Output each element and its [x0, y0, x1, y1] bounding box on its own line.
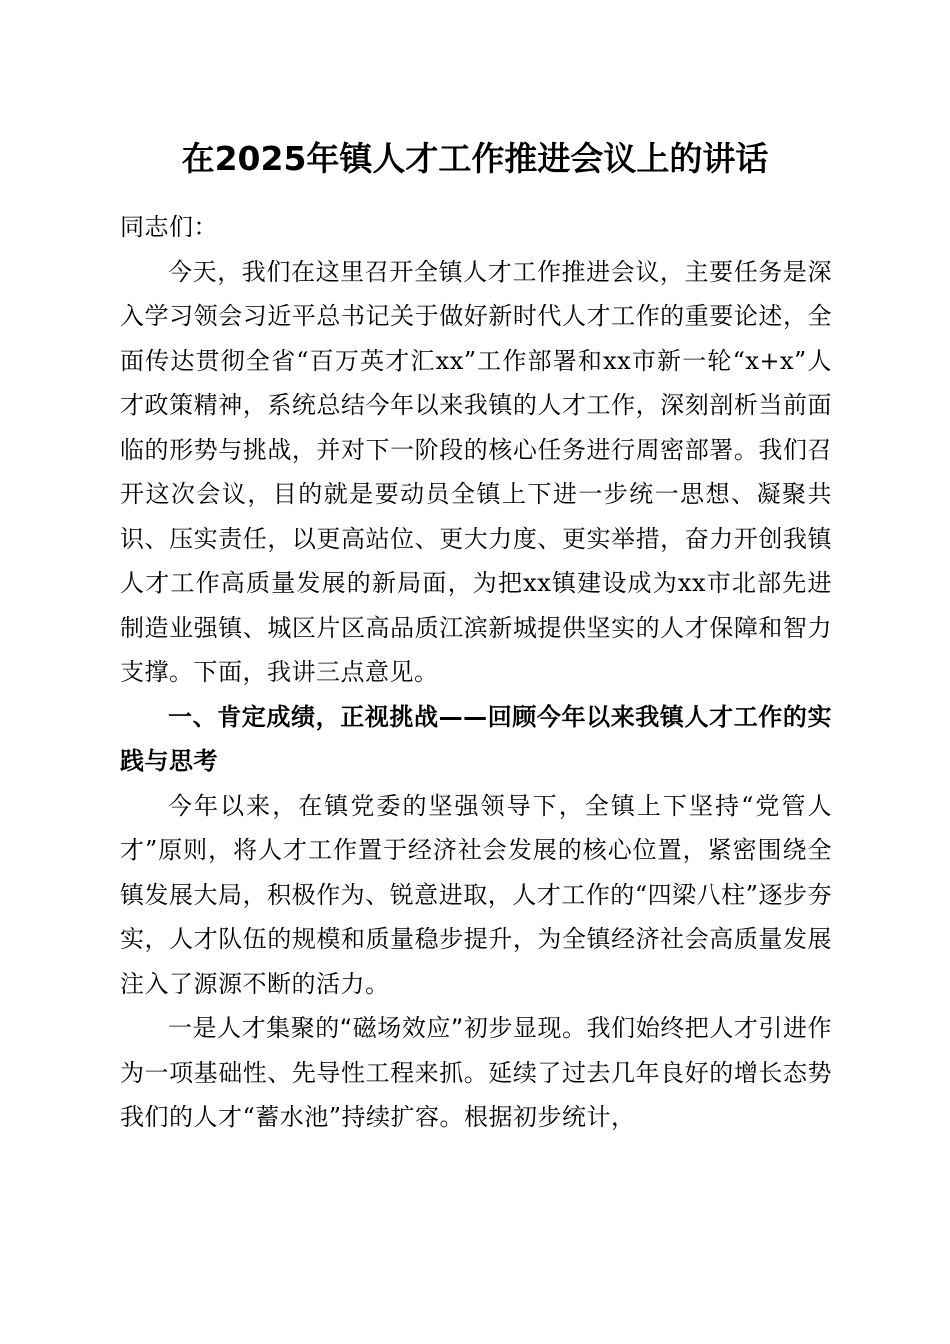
section-heading-1: 一、肯定成绩，正视挑战——回顾今年以来我镇人才工作的实践与思考	[120, 702, 832, 775]
point-one-lead: 一是人才集聚的“磁场效应”初步显现。	[168, 1014, 587, 1042]
point-one-text: 我们始终把人才引进作为一项基础性、先导性工程来抓。延续了过去几年良好的增长态势我们的人才“蓄水池”持续扩容。根据初步统计，	[120, 1014, 832, 1131]
section1-paragraph-1: 今年以来，在镇党委的坚强领导下，全镇上下坚持“党管人才”原则，将人才工作置于经济社会发展的核心位置，紧密围绕全镇发展大局，积极作为、锐意进取，人才工作的“四梁八柱”逐步夯实，人才队伍的规模和质量稳步提升，为全镇经济社会高质量发展注入了源源不断的活力。	[120, 791, 832, 998]
intro-paragraph: 今天，我们在这里召开全镇人才工作推进会议，主要任务是深入学习领会习近平总书记关于做好新时代人才工作的重要论述，全面传达贯彻全省“百万英才汇xx”工作部署和xx市新一轮“x+x”人才政策精神，系统总结今年以来我镇的人才工作，深刻剖析当前面临的形势与挑战，并对下一阶段的核心任务进行周密部署。我们召开这次会议，目的就是要动员全镇上下进一步统一思想、凝聚共识、压实责任，以更高站位、更大力度、更实举措，奋力开创我镇人才工作高质量发展的新局面，为把xx镇建设成为xx市北部先进制造业强镇、城区片区高品质江滨新城提供坚实的人才保障和智力支撑。下面，我讲三点意见。	[120, 257, 832, 686]
section1-paragraph-2	[120, 1006, 832, 1140]
document-body	[120, 205, 832, 1140]
document-title: 在2025年镇人才工作推进会议上的讲话	[181, 139, 769, 178]
salutation: 同志们：	[120, 213, 218, 241]
